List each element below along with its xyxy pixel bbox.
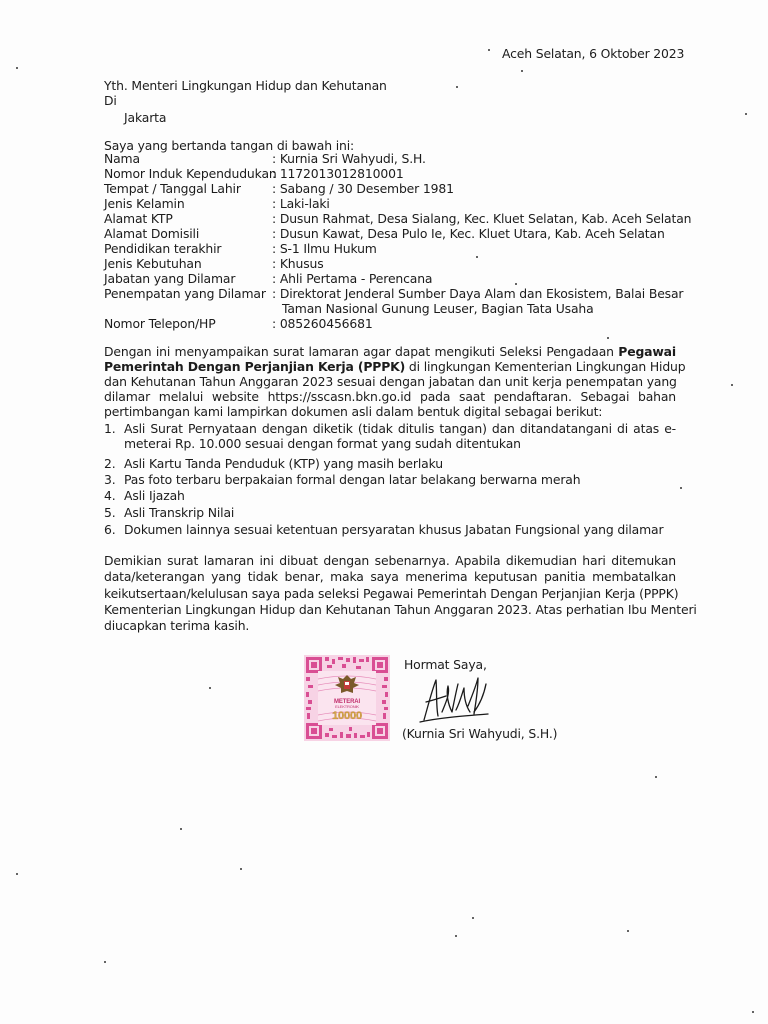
scan-speck [16, 873, 18, 875]
field-label: Nomor Induk Kependudukan [104, 166, 277, 181]
intro-sentence: Saya yang bertanda tangan di bawah ini: [104, 138, 355, 153]
field-label: Nama [104, 151, 140, 166]
field-label: Jenis Kelamin [104, 196, 185, 211]
field-label: Jenis Kebutuhan [104, 256, 202, 271]
paragraph-line: diucapkan terima kasih. [104, 618, 250, 634]
list-number: 1. [104, 421, 116, 436]
field-value: : Laki-laki [272, 196, 330, 211]
field-label: Nomor Telepon/HP [104, 316, 216, 331]
scan-speck [104, 961, 106, 963]
scan-speck [745, 113, 747, 115]
recipient-line-2: Di [104, 93, 117, 108]
e-meterai-stamp [304, 655, 390, 741]
list-item-text: Dokumen lainnya sesuai ketentuan persyaratan khusus Jabatan Fungsional yang dilamar [124, 522, 664, 537]
scan-speck [456, 86, 458, 88]
paragraph-text: di lingkungan Kementerian Lingkungan Hidup [405, 359, 686, 374]
stamp-title: METERAI [334, 699, 360, 705]
scan-speck [731, 384, 733, 386]
paragraph-line: pertimbangan kami lampirkan dokumen asli dalam bentuk digital sebagai berikut: [104, 404, 603, 419]
field-value: : Khusus [272, 256, 324, 271]
scan-speck [680, 487, 682, 489]
place-date: Aceh Selatan, 6 Oktober 2023 [502, 46, 685, 61]
list-number: 2. [104, 456, 116, 471]
paragraph-line: Kementerian Lingkungan Hidup dan Kehutanan Tahun Anggaran 2023. Atas perhatian Ibu Menteri [104, 601, 697, 617]
paragraph-bold-text: Pemerintah Dengan Perjanjian Kerja (PPPK) [104, 359, 406, 374]
closing-greeting: Hormat Saya, [404, 657, 487, 672]
list-item-text: Pas foto terbaru berpakaian formal dengan latar belakang berwarna merah [124, 472, 581, 487]
scan-speck [180, 828, 182, 830]
scan-speck [488, 49, 490, 51]
signer-name: (Kurnia Sri Wahyudi, S.H.) [402, 726, 558, 741]
closing-paragraph [104, 553, 697, 634]
scan-speck [607, 337, 609, 339]
list-item-text: Asli Transkrip Nilai [124, 505, 235, 520]
list-number: 5. [104, 505, 116, 520]
field-label: Alamat KTP [104, 211, 173, 226]
paragraph-line [104, 359, 686, 374]
field-label: Alamat Domisili [104, 226, 200, 241]
scan-speck [627, 930, 629, 932]
field-value: : Direktorat Jenderal Sumber Daya Alam dan Ekosistem, Balai Besar [272, 286, 684, 301]
list-number: 3. [104, 472, 116, 487]
paragraph-line: dan Kehutanan Tahun Anggaran 2023 sesuai dengan jabatan dan unit kerja penempatan yang [104, 374, 677, 389]
field-label: Tempat / Tanggal Lahir [104, 181, 241, 196]
field-value: : Sabang / 30 Desember 1981 [272, 181, 454, 196]
stamp-subtitle: ELEKTRONIK [335, 704, 359, 709]
field-value: : Dusun Rahmat, Desa Sialang, Kec. Kluet Selatan, Kab. Aceh Selatan [272, 211, 692, 226]
scan-speck [209, 687, 211, 689]
field-value: : S-1 Ilmu Hukum [272, 241, 377, 256]
paragraph-text: Dengan ini menyampaikan surat lamaran agar dapat mengikuti Seleksi Pengadaan [104, 344, 619, 359]
list-item [104, 456, 443, 471]
list-item [104, 522, 663, 537]
field-value: : 1172013012810001 [272, 166, 404, 181]
list-number: 4. [104, 488, 116, 503]
scan-speck [240, 868, 242, 870]
scan-speck [455, 935, 457, 937]
field-label: Penempatan yang Dilamar [104, 286, 266, 301]
scan-speck [472, 917, 474, 919]
field-value: : Ahli Pertama - Perencana [272, 271, 433, 286]
application-paragraph [104, 344, 686, 419]
field-label: Jabatan yang Dilamar [104, 271, 236, 286]
list-number: 6. [104, 522, 116, 537]
signature-mark [418, 672, 500, 728]
field-value: : Dusun Kawat, Desa Pulo Ie, Kec. Kluet Utara, Kab. Aceh Selatan [272, 226, 665, 241]
stamp-amount: 10000 [332, 710, 362, 722]
stamp-graphic [304, 655, 390, 741]
list-item-text: Asli Surat Pernyataan dengan diketik (tidak ditulis tangan) dan ditandatangani di atas e- [124, 421, 676, 436]
paragraph-line: data/keterangan yang tidak benar, maka saya menerima keputusan panitia membatalkan [104, 569, 676, 585]
paragraph-line [104, 344, 676, 359]
scan-speck [521, 70, 523, 72]
paragraph-line: dilamar melalui website https://sscasn.bkn.go.id pada saat pendaftaran. Sebagai bahan [104, 389, 676, 404]
recipient-city: Jakarta [124, 110, 167, 125]
list-item-text: Asli Kartu Tanda Penduduk (KTP) yang masih berlaku [124, 456, 443, 471]
list-item [104, 421, 124, 436]
scan-speck [655, 776, 657, 778]
scan-speck [752, 1011, 754, 1013]
paragraph-bold-text: Pegawai [618, 344, 676, 359]
recipient-line-1: Yth. Menteri Lingkungan Hidup dan Kehutanan [104, 78, 387, 93]
field-label: Pendidikan terakhir [104, 241, 222, 256]
list-item [104, 488, 185, 503]
scan-speck [16, 67, 18, 69]
field-value-continued: Taman Nasional Gunung Leuser, Bagian Tata Usaha [282, 301, 594, 316]
paragraph-line: Demikian surat lamaran ini dibuat dengan sebenarnya. Apabila dikemudian hari ditemukan [104, 553, 676, 568]
list-item [104, 505, 234, 520]
field-value: : 085260456681 [272, 316, 373, 331]
paragraph-line: keikutsertaan/kelulusan saya pada seleksi Pegawai Pemerintah Dengan Perjanjian Kerja (PPPK) [104, 585, 679, 601]
list-item-text-continued: meterai Rp. 10.000 sesuai dengan format yang sudah ditentukan [124, 436, 521, 451]
list-item-text: Asli Ijazah [124, 488, 185, 503]
list-item [104, 472, 580, 487]
scan-speck [515, 283, 517, 285]
field-value: : Kurnia Sri Wahyudi, S.H. [272, 151, 426, 166]
scan-speck [476, 256, 478, 258]
